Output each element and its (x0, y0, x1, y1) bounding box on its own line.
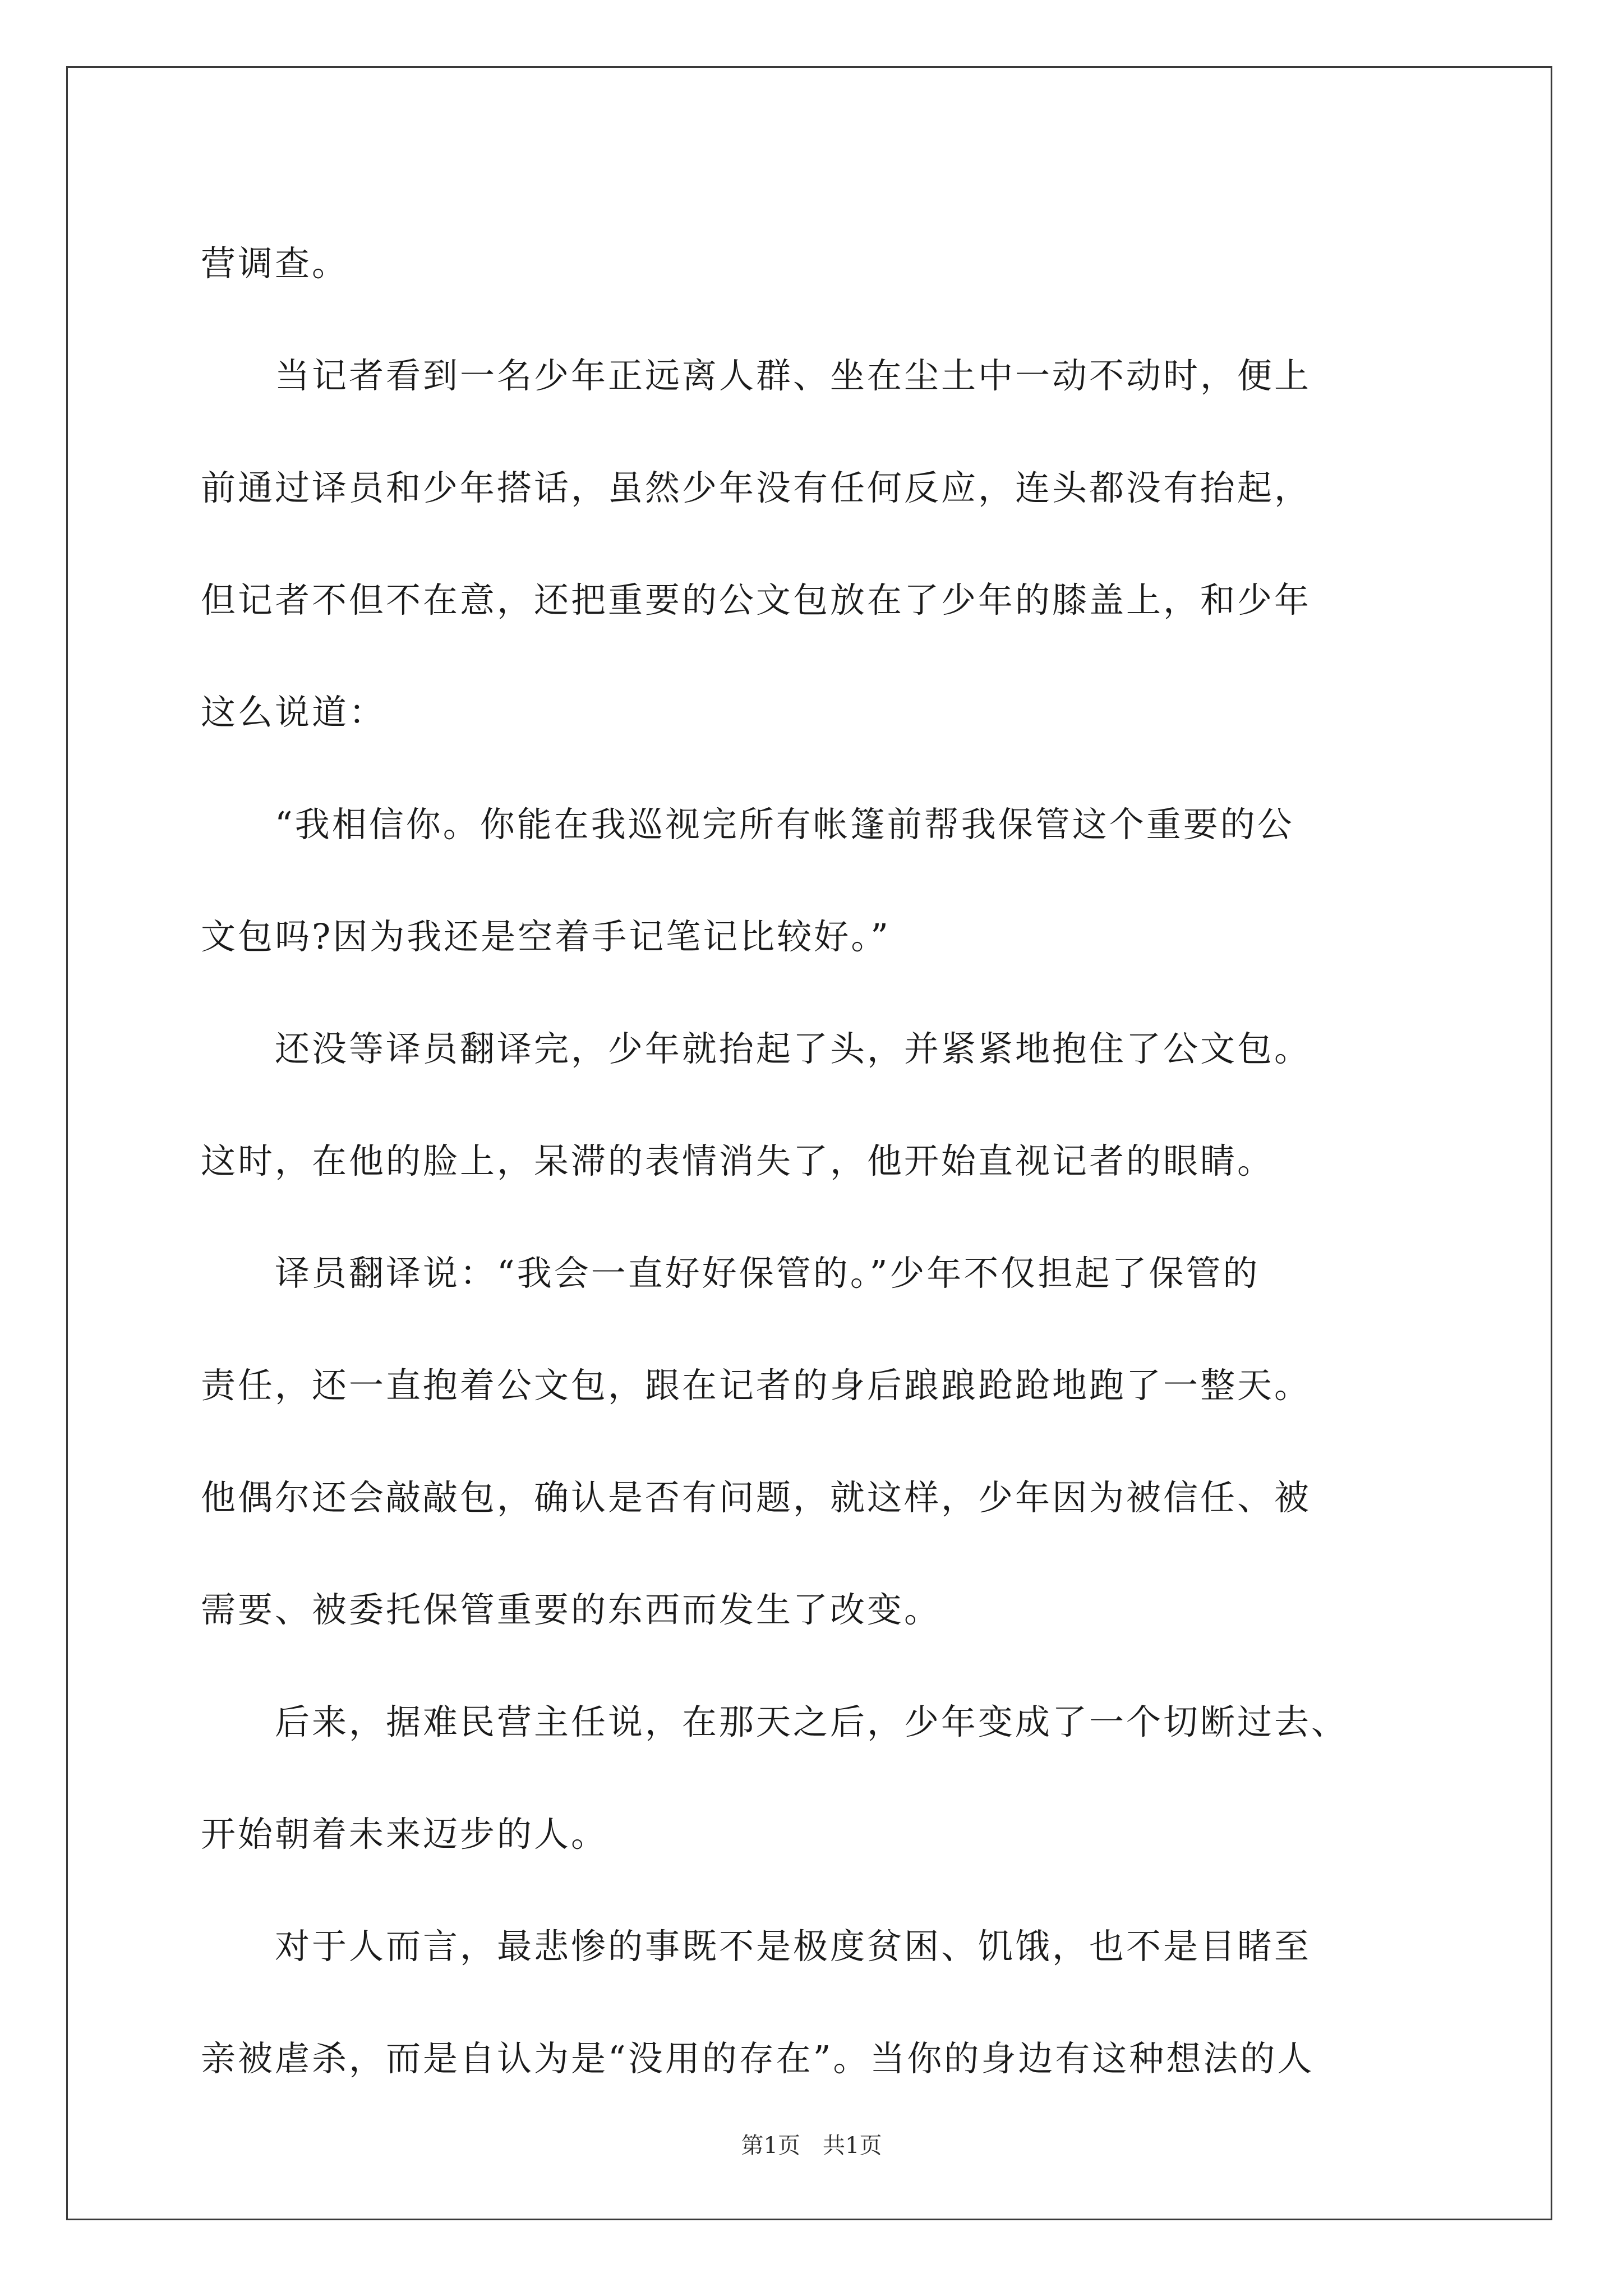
text-line: “我相信你。你能在我巡视完所有帐篷前帮我保管这个重要的公 (201, 804, 1294, 845)
text-line: 后来，据难民营主任说，在那天之后，少年变成了一个切断过去、 (201, 1701, 1349, 1742)
text-line: 需要、被委托保管重要的东西而发生了改变。 (201, 1589, 942, 1630)
text-line: 文包吗?因为我还是空着手记笔记比较好。” (201, 916, 891, 957)
text-line: 开始朝着未来迈步的人。 (201, 1814, 608, 1855)
page-number-footer: 第1页 共1页 (741, 2133, 882, 2159)
text-line: 营调查。 (201, 243, 349, 284)
text-line: 前通过译员和少年搭话，虽然少年没有任何反应，连头都没有抬起， (201, 467, 1312, 508)
text-line: 他偶尔还会敲敲包，确认是否有问题，就这样，少年因为被信任、被 (201, 1477, 1312, 1518)
text-line: 这么说道： (201, 692, 386, 733)
text-line: 这时，在他的脸上，呆滞的表情消失了，他开始直视记者的眼睛。 (201, 1140, 1275, 1181)
text-line: 当记者看到一名少年正远离人群、坐在尘土中一动不动时，便上 (201, 355, 1312, 396)
text-line: 亲被虐杀，而是自认为是“没用的存在”。当你的身边有这种想法的人 (201, 2038, 1315, 2079)
text-line: 还没等译员翻译完，少年就抬起了头，并紧紧地抱住了公文包。 (201, 1028, 1312, 1069)
body-text (201, 208, 1423, 2115)
text-line: 对于人而言，最悲惨的事既不是极度贫困、饥饿，也不是目睹至 (201, 1926, 1312, 1967)
text-line: 译员翻译说：“我会一直好好保管的。”少年不仅担起了保管的 (201, 1253, 1260, 1294)
text-line: 但记者不但不在意，还把重要的公文包放在了少年的膝盖上，和少年 (201, 579, 1312, 620)
text-line: 责任，还一直抱着公文包，跟在记者的身后踉踉跄跄地跑了一整天。 (201, 1365, 1312, 1406)
